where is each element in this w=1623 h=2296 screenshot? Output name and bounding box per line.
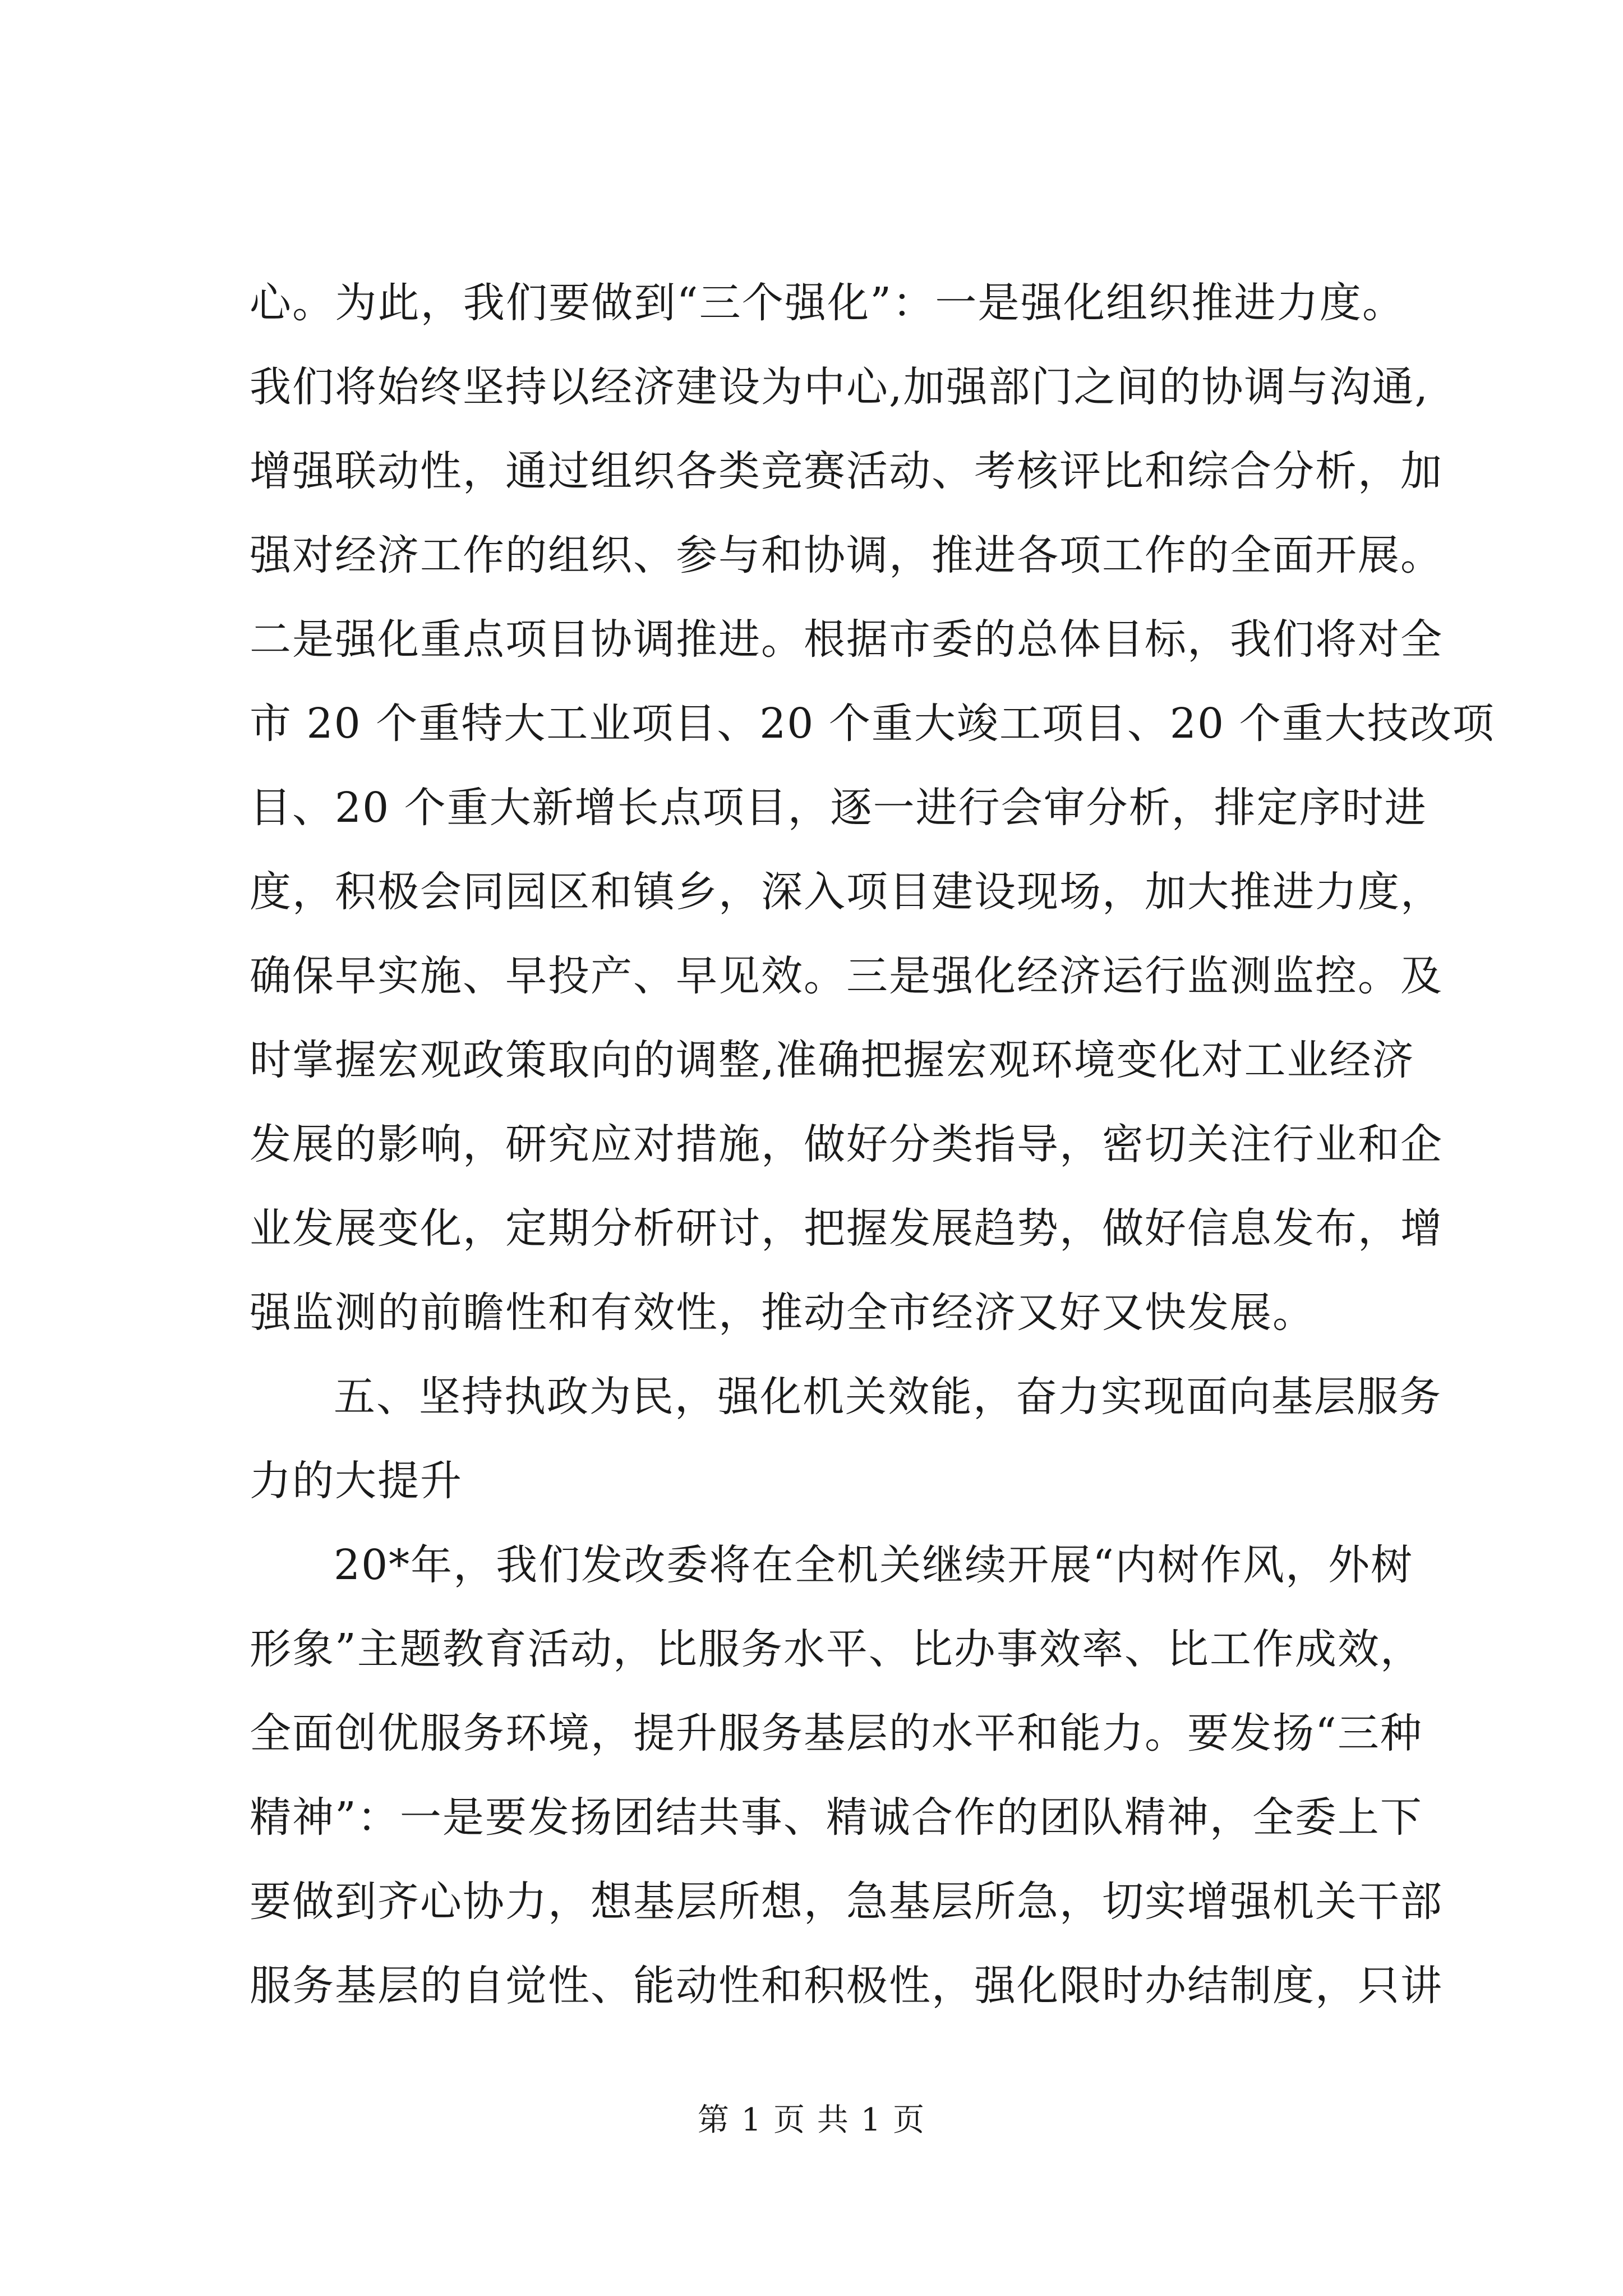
text-line: 市 20 个重特大工业项目、20 个重大竣工项目、20 个重大技改项 xyxy=(250,700,1495,748)
text-line: 二是强化重点项目协调推进。根据市委的总体目标，我们将对全 xyxy=(250,615,1443,664)
section-heading-line: 五、坚持执政为民，强化机关效能，奋力实现面向基层服务 xyxy=(334,1373,1442,1421)
text-line: 精神”：一是要发扬团结共事、精诚合作的团队精神，全委上下 xyxy=(250,1793,1423,1842)
text-line: 强监测的前瞻性和有效性，推动全市经济又好又快发展。 xyxy=(250,1289,1315,1337)
text-line: 要做到齐心协力，想基层所想，急基层所急，切实增强机关干部 xyxy=(250,1878,1443,1926)
text-line: 度，积极会同园区和镇乡，深入项目建设现场，加大推进力度， xyxy=(250,868,1443,916)
text-line: 20*年，我们发改委将在全机关继续开展“内树作风，外树 xyxy=(334,1541,1413,1589)
text-line: 服务基层的自觉性、能动性和积极性，强化限时办结制度，只讲 xyxy=(250,1962,1443,2010)
text-line: 心。为此，我们要做到“三个强化”：一是强化组织推进力度。 xyxy=(250,279,1405,327)
text-line: 我们将始终坚持以经济建设为中心,加强部门之间的协调与沟通, xyxy=(250,363,1430,411)
text-line: 形象”主题教育活动，比服务水平、比办事效率、比工作成效， xyxy=(250,1625,1423,1673)
section-heading-line: 力的大提升 xyxy=(250,1457,463,1505)
text-line: 发展的影响，研究应对措施，做好分类指导，密切关注行业和企 xyxy=(250,1120,1443,1168)
text-line: 全面创优服务环境，提升服务基层的水平和能力。要发扬“三种 xyxy=(250,1709,1423,1757)
text-line: 业发展变化，定期分析研讨，把握发展趋势，做好信息发布，增 xyxy=(250,1204,1443,1253)
page-number-footer: 第 1 页 共 1 页 xyxy=(697,2102,926,2138)
text-line: 目、20 个重大新增长点项目，逐一进行会审分析，排定序时进 xyxy=(250,784,1427,832)
text-line: 确保早实施、早投产、早见效。三是强化经济运行监测监控。及 xyxy=(250,952,1443,1000)
text-line: 强对经济工作的组织、参与和协调，推进各项工作的全面开展。 xyxy=(250,531,1443,579)
text-line: 增强联动性，通过组织各类竞赛活动、考核评比和综合分析，加 xyxy=(250,447,1443,495)
text-line: 时掌握宏观政策取向的调整,准确把握宏观环境变化对工业经济 xyxy=(250,1036,1415,1084)
body-text xyxy=(250,261,1495,2028)
